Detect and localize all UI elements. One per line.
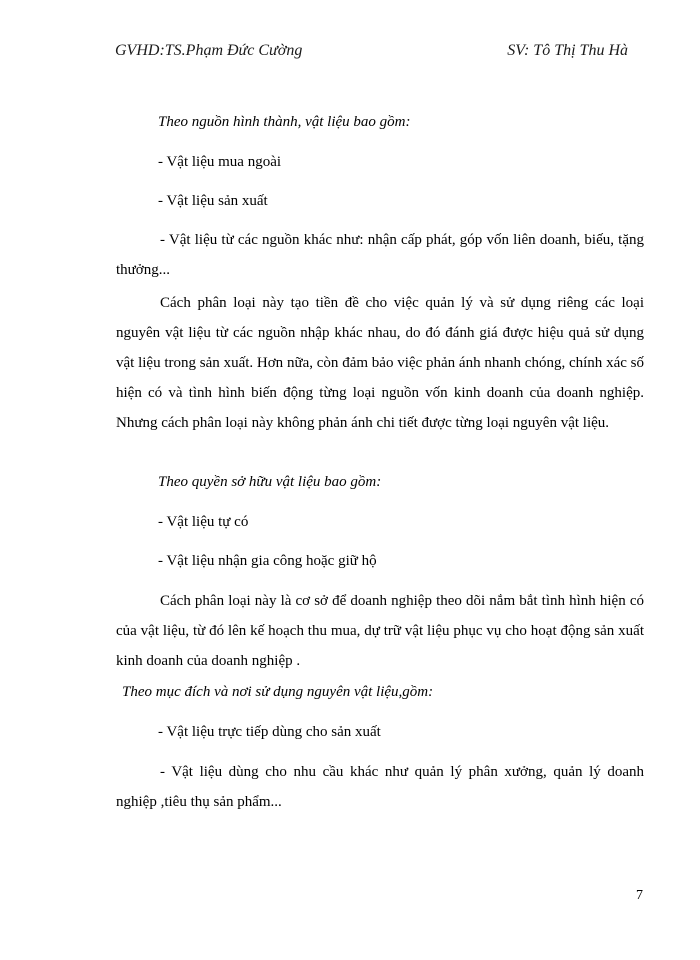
heading-purpose: Theo mục đích và nơi sử dụng nguyên vật liệu,gồm:	[122, 684, 434, 700]
ownership-item-own: - Vật liệu tự có	[158, 514, 249, 530]
source-item-purchased: - Vật liệu mua ngoài	[158, 154, 282, 170]
header-student: SV: Tô Thị Thu Hà	[507, 42, 628, 59]
page-number: 7	[636, 888, 643, 903]
source-item-other: - Vật liệu từ các nguồn khác như: nhận cấp phát, góp vốn liên doanh, biếu, tặng thưởng...	[116, 232, 644, 278]
page-header	[115, 42, 628, 64]
header-supervisor: GVHD:TS.Phạm Đức Cường	[115, 42, 303, 59]
purpose-item-direct: - Vật liệu trực tiếp dùng cho sản xuất	[158, 724, 381, 740]
source-paragraph: Cách phân loại này tạo tiền đề cho việc quản lý và sử dụng riêng các loại nguyên vật liệu từ các nguồn nhập khác nhau, do đó đánh giá được hiệu quả sử dụng vật liệu trong sản xuất. Hơn nữa, còn đảm bảo việc phản ánh nhanh chóng, chính xác số hiện có và tình hình biến động từng loại nguồn vốn kinh doanh của doanh nghiệp. Nhưng cách phân loại này không phản ánh chi tiết được từng loại nguyên vật liệu.	[116, 295, 644, 431]
purpose-item-other: - Vật liệu dùng cho nhu cầu khác như quản lý phân xưởng, quản lý doanh nghiệp ,tiêu thụ sản phẩm...	[116, 764, 644, 810]
source-item-produced: - Vật liệu sản xuất	[158, 193, 268, 209]
heading-ownership: Theo quyền sở hữu vật liệu bao gồm:	[158, 474, 382, 490]
ownership-item-processing: - Vật liệu nhận gia công hoặc giữ hộ	[158, 553, 377, 569]
heading-source: Theo nguồn hình thành, vật liệu bao gồm:	[158, 114, 411, 130]
ownership-paragraph: Cách phân loại này là cơ sở để doanh nghiệp theo dõi nắm bắt tình hình hiện có của vật liệu, từ đó lên kế hoạch thu mua, dự trữ vật liệu phục vụ cho hoạt động sản xuất kinh doanh của doanh nghiệp .	[116, 593, 644, 669]
